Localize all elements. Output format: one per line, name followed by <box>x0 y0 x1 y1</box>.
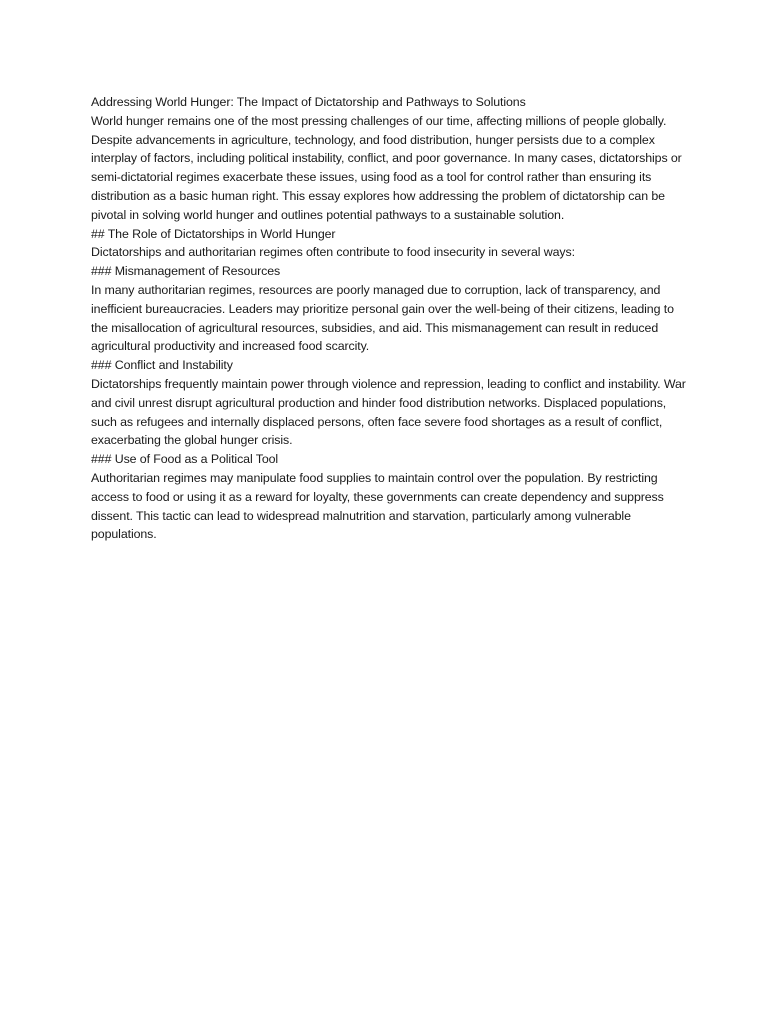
document-body <box>91 93 687 544</box>
subsection-body-resources: In many authoritarian regimes, resources are poorly managed due to corruption, lack of transparency, and inefficient bureaucracies. Leaders may prioritize personal gain over the well-being of their citizens, leading to the misallocation of agricultural resources, subsidies, and aid. This mismanagement can result in reduced agricultural productivity and increased food scarcity. <box>91 282 674 354</box>
subsection-body-food-tool: Authoritarian regimes may manipulate food supplies to maintain control over the population. By restricting access to food or using it as a reward for loyalty, these governments can create dependency and suppress dissent. This tactic can lead to widespread malnutrition and starvation, particularly among vulnerable populations. <box>91 470 664 542</box>
intro-paragraph: World hunger remains one of the most pressing challenges of our time, affecting millions of people globally. Despite advancements in agriculture, technology, and food distribution, hunger persists due to a complex interplay of factors, including political instability, conflict, and poor governance. In many cases, dictatorships or semi-dictatorial regimes exacerbate these issues, using food as a tool for control rather than ensuring its distribution as a basic human right. This essay explores how addressing the problem of dictatorship can be pivotal in solving world hunger and outlines potential pathways to a sustainable solution. <box>91 113 682 222</box>
section-heading: ## The Role of Dictatorships in World Hunger <box>91 226 336 241</box>
subsection-body-conflict: Dictatorships frequently maintain power through violence and repression, leading to conflict and instability. War and civil unrest disrupt agricultural production and hinder food distribution networks. Displaced populations, such as refugees and internally displaced persons, often face severe food shortages as a result of conflict, exacerbating the global hunger crisis. <box>91 376 686 448</box>
subsection-heading-conflict: ### Conflict and Instability <box>91 358 233 373</box>
document-title: Addressing World Hunger: The Impact of Dictatorship and Pathways to Solutions <box>91 95 526 109</box>
subsection-heading-resources: ### Mismanagement of Resources <box>91 264 281 279</box>
section-intro-paragraph: Dictatorships and authoritarian regimes often contribute to food insecurity in several ways: <box>91 245 575 260</box>
subsection-heading-food-tool: ### Use of Food as a Political Tool <box>91 452 279 467</box>
